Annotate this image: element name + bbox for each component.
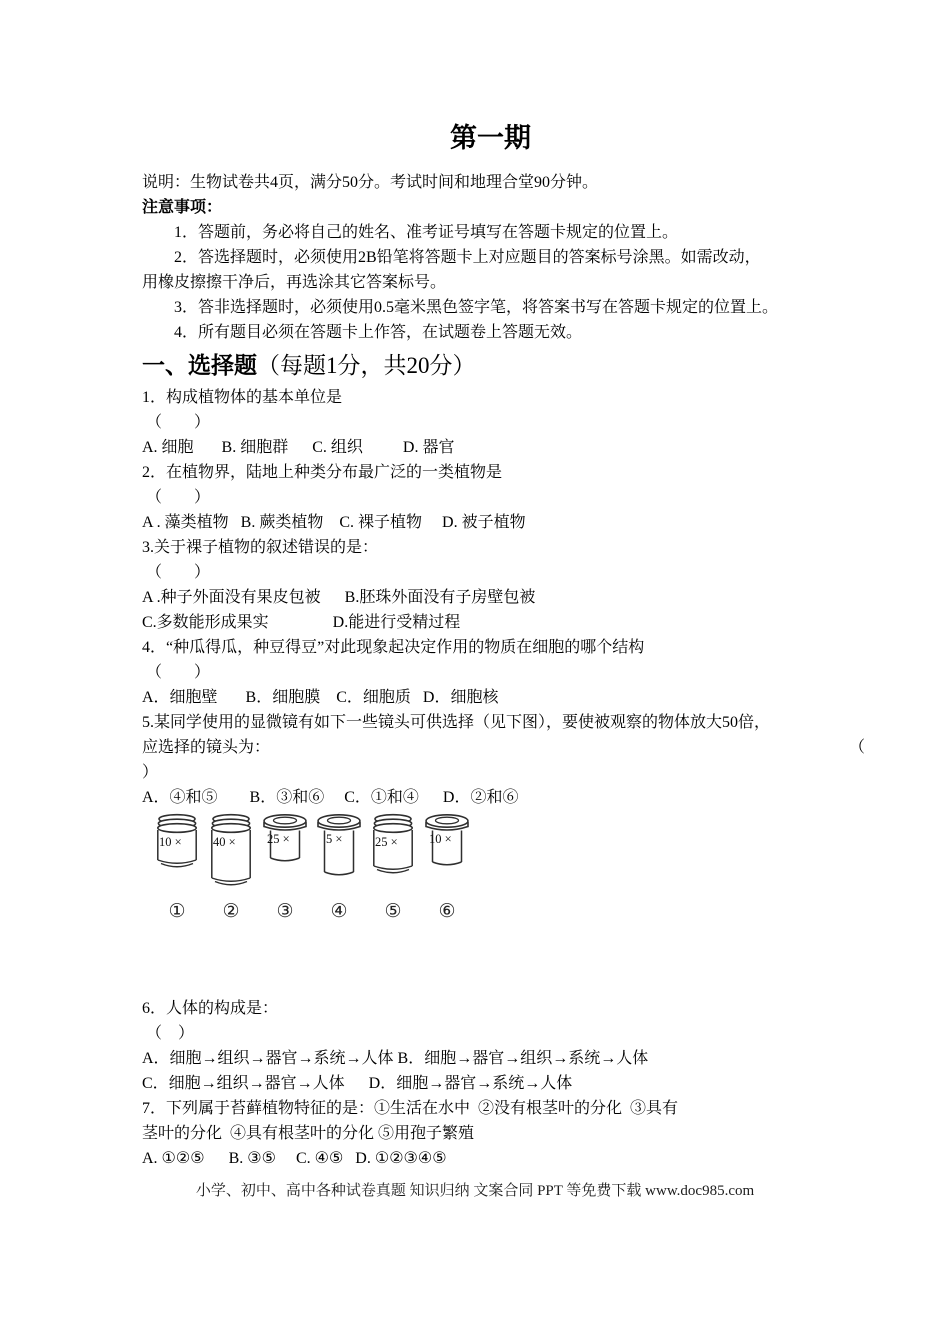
question-stem: ） [142,764,159,781]
vertical-space [142,924,865,996]
lens-drawing [312,812,366,896]
question-stem: 4．“种瓜得瓜，种豆得豆”对此现象起决定作用的物质在细胞的哪个结构 [142,639,645,656]
notice-line: 4．所有题目必须在答题卡上作答，在试题卷上答题无效。 [174,324,583,341]
question-stem: 茎叶的分化 ④具有根茎叶的分化 ⑤用孢子繁殖 [142,1125,475,1142]
lens-figure [150,812,865,924]
section-heading [142,349,865,383]
svg-text:5 ×: 5 × [326,832,343,846]
section-meta: （每题1分，共20分） [257,353,476,378]
lens-number: ③ [276,901,294,922]
answer-bracket: （ ） [142,564,211,581]
svg-text:25 ×: 25 × [267,832,290,846]
answer-bracket: （ ） [142,489,211,506]
lens-drawing [150,812,204,896]
question-stem [142,735,865,760]
svg-text:40 ×: 40 × [213,835,236,849]
questions [142,385,865,1171]
options-line: A .种子外面没有果皮包被 B.胚珠外面没有子房壁包被 [142,589,536,606]
options-line: A . 藻类植物 B. 蕨类植物 C. 裸子植物 D. 被子植物 [142,514,526,531]
answer-bracket: （ ） [142,664,211,681]
svg-text:25 ×: 25 × [375,835,398,849]
footer-text: 小学、初中、高中各种试卷真题 知识归纳 文案合同 PPT 等免费下载 www.doc985.com [195,1183,755,1199]
lens-numbers-row [150,900,865,924]
notice-line: 用橡皮擦擦干净后，再选涂其它答案标号。 [142,274,447,291]
question-stem-text: 应选择的镜头为： [142,739,271,756]
lens-slot [204,812,258,896]
notice-line: 2．答选择题时，必须使用2B铅笔将答题卡上对应题目的答案标号涂黑。如需改动， [174,249,761,266]
question-stem: 3.关于裸子植物的叙述错误的是： [142,539,379,556]
question-stem: 5.某同学使用的显微镜有如下一些镜头可供选择（见下图），要使被观察的物体放大50倍， [142,714,771,731]
lens-drawing [366,812,420,896]
options-line: C．细胞→组织→器官→人体 D．细胞→器官→系统→人体 [142,1075,573,1092]
lens-number: ⑤ [384,901,402,922]
intro-line: 说明：生物试卷共4页，满分50分。考试时间和地理合堂90分钟。 [142,174,599,191]
lens-drawing [258,812,312,896]
bracket-open: （ [848,739,865,756]
question-stem: 2．在植物界，陆地上种类分布最广泛的一类植物是 [142,464,503,481]
lens-number: ④ [330,901,348,922]
options-line: A．细胞→组织→器官→系统→人体 B．细胞→器官→组织→系统→人体 [142,1050,649,1067]
notice-heading: 注意事项： [142,199,223,216]
answer-bracket: （ ） [142,1025,195,1042]
question-stem: 7．下列属于苔藓植物特征的是：①生活在水中 ②没有根茎叶的分化 ③具有 [142,1100,679,1117]
options-line: A．④和⑤ B．③和⑥ C．①和④ D．②和⑥ [142,789,519,806]
lens-number: ⑥ [438,901,456,922]
question-stem: 6．人体的构成是： [142,1000,279,1017]
lens-number: ① [168,901,186,922]
lens-drawing [420,812,474,896]
lens-drawing [204,812,258,896]
notice-list [142,220,865,345]
lens-slot [150,812,204,896]
lens-row [150,812,865,896]
lens-slot [420,812,474,896]
section-title: 一、选择题 [142,353,257,378]
options-line: A. ①②⑤ B. ③⑤ C. ④⑤ D. ①②③④⑤ [142,1150,447,1167]
notice-line: 1．答题前，务必将自己的姓名、准考证号填写在答题卡规定的位置上。 [174,224,679,241]
svg-text:10 ×: 10 × [159,835,182,849]
answer-bracket: （ ） [142,414,211,431]
svg-text:10 ×: 10 × [429,832,452,846]
notice-line: 3．答非选择题时，必须使用0.5毫米黑色签字笔，将答案书写在答题卡规定的位置上。 [174,299,779,316]
lens-slot [312,812,366,896]
lens-slot [366,812,420,896]
lens-slot [258,812,312,896]
options-line: C.多数能形成果实 D.能进行受精过程 [142,614,461,631]
page-title: 第一期 [450,123,531,154]
question-stem: 1．构成植物体的基本单位是 [142,389,343,406]
options-line: A．细胞壁 B．细胞膜 C．细胞质 D．细胞核 [142,689,499,706]
options-line: A. 细胞 B. 细胞群 C. 组织 D. 器官 [142,439,455,456]
lens-number: ② [222,901,240,922]
